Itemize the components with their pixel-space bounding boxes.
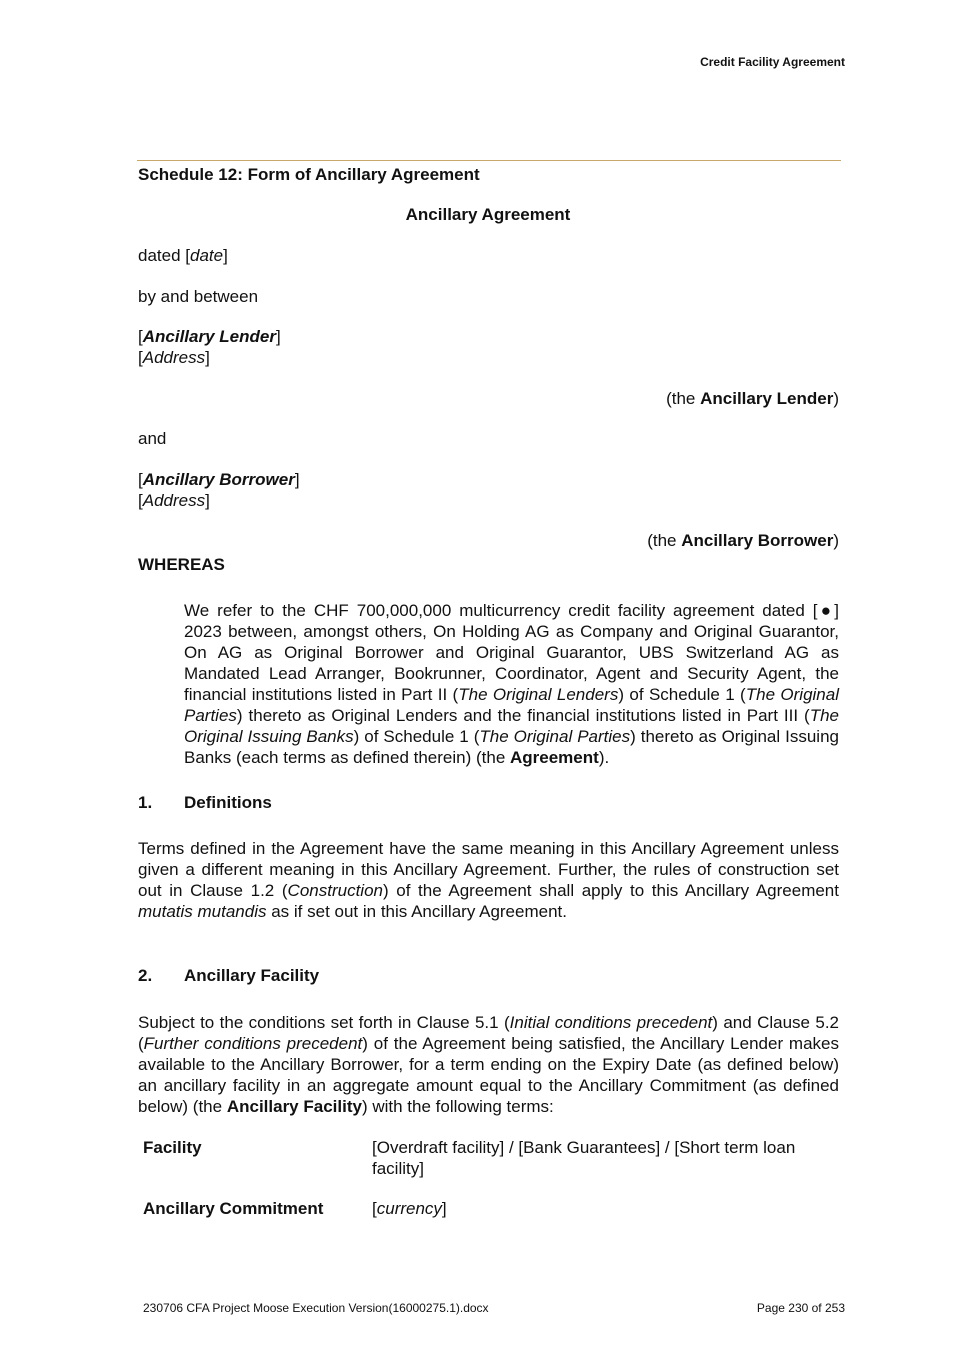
lender-address: Address: [142, 348, 206, 367]
header-divider: [137, 160, 841, 161]
footer-page-number: Page 230 of 253: [756, 1301, 845, 1315]
and-text: and: [138, 429, 167, 448]
section-2-number: 2.: [138, 966, 153, 985]
dated-line: dated [date]: [138, 246, 228, 265]
running-header: Credit Facility Agreement: [700, 55, 845, 69]
lender-name: Ancillary Lender: [142, 327, 276, 346]
facility-value: [Overdraft facility] / [Bank Guarantees] / [Short term loan facility]: [372, 1138, 796, 1178]
lender-block: [Ancillary Lender] [Address]: [138, 327, 281, 367]
facility-label: Facility: [143, 1138, 202, 1157]
whereas-heading: WHEREAS: [138, 555, 225, 574]
section-1-title: Definitions: [184, 793, 272, 812]
commitment-label: Ancillary Commitment: [143, 1199, 324, 1218]
borrower-name: Ancillary Borrower: [142, 470, 295, 489]
lender-definition: (the Ancillary Lender): [666, 389, 839, 408]
schedule-title: Schedule 12: Form of Ancillary Agreement: [138, 165, 480, 184]
borrower-definition: (the Ancillary Borrower): [647, 531, 839, 550]
date-placeholder: date: [190, 246, 224, 265]
commitment-value: [currency]: [372, 1199, 447, 1218]
section-2-body: Subject to the conditions set forth in Clause 5.1 (Initial conditions precedent) and Clause 5.2 (Further conditions precedent) of the Agreement being satisfied, the Ancillary Lender makes available to the Ancillary Borrower, for a term ending on the Expiry Date (as defined below) an ancillary facility in an aggregate amount equal to the Ancillary Commitment (as defined below) (the Ancillary Facility) with the following terms:: [138, 1013, 840, 1116]
document-title: Ancillary Agreement: [405, 205, 571, 224]
section-2-title: Ancillary Facility: [184, 966, 320, 985]
borrower-block: [Ancillary Borrower] [Address]: [138, 470, 300, 510]
section-1-number: 1.: [138, 793, 153, 812]
by-and-between: by and between: [138, 287, 259, 306]
section-1-body: Terms defined in the Agreement have the same meaning in this Ancillary Agreement unless given a different meaning in this Ancillary Agreement. Further, the rules of construction set out in Clause 1.2 (Construction) of the Agreement shall apply to this Ancillary Agreement mutatis mutandis as if set out in this Ancillary Agreement.: [138, 839, 839, 921]
recital-paragraph: We refer to the CHF 700,000,000 multicurrency credit facility agreement dated [●] 2023 between, amongst others, On Holding AG as Company and Original Guarantor, On AG as Original Borrower and Original Guarantor, UBS Switzerland AG as Mandated Lead Arranger, Bookrunner, Coordinator, Agent and Security Agent, the financial institutions listed in Part II (The Original Lenders) of Schedule 1 (The Original Parties) thereto as Original Lenders and the financial institutions listed in Part III (The Original Issuing Banks) of Schedule 1 (The Original Parties) thereto as Original Issuing Banks (each terms as defined therein) (the Agreement).: [184, 601, 839, 767]
footer-filename: 230706 CFA Project Moose Execution Version(16000275.1).docx: [143, 1301, 489, 1315]
borrower-address: Address: [142, 491, 206, 510]
